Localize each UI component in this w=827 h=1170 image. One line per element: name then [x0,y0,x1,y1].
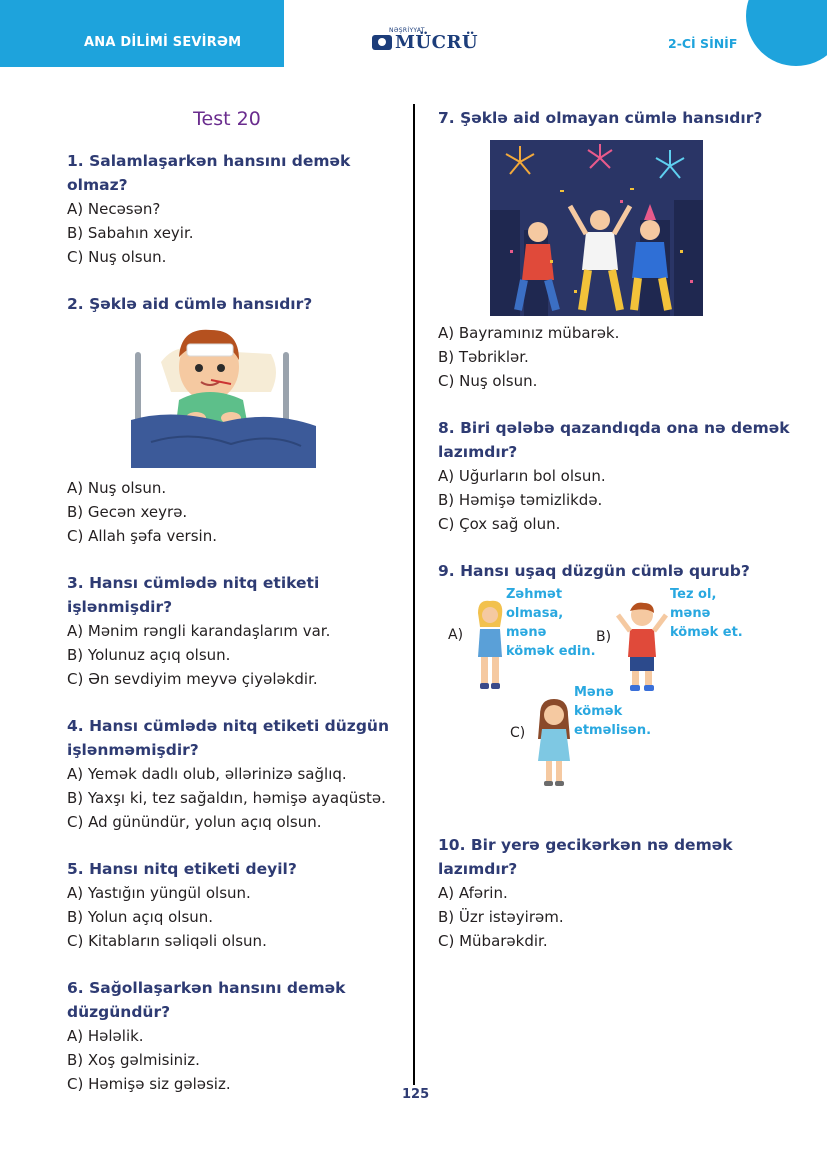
corner-decoration [746,0,827,66]
option-a: A) Hələlik. [67,1027,144,1045]
option-b: B) Üzr istəyirəm. [438,908,564,926]
option-a: A) Necəsən? [67,200,161,218]
option-a: A) Afərin. [438,884,508,902]
choice-c-label: C) [510,725,526,741]
publisher-subtitle: NƏŞRİYYAT [389,27,425,34]
question-text-line2: düzgündür? [67,1003,171,1021]
page-number: 125 [402,1087,430,1102]
question-text-line1: 10. Bir yerə gecikərkən nə demək [438,836,733,854]
publisher-name: MÜCRÜ [395,32,479,53]
publisher-logo [372,32,478,53]
question-text: 1. Salamlaşarkən hansını demək olmaz? [67,152,351,194]
girl-c-illustration [534,699,574,787]
question-text-line1: 4. Hansı cümlədə nitq etiketi düzgün [67,717,389,735]
question-text: 5. Hansı nitq etiketi deyil? [67,860,297,878]
column-divider [413,104,415,1085]
header-band [0,0,284,67]
option-a: A) Bayramınız mübarək. [438,324,620,342]
question-text-line1: 6. Sağollaşarkən hansını demək [67,979,346,997]
question-1 [67,149,402,269]
option-c: C) Allah şəfa versin. [67,527,217,545]
question-text: 3. Hansı cümlədə nitq etiketi işlənmişdir? [67,574,320,616]
camera-icon [372,35,392,50]
question-text-line2: işlənməmişdir? [67,741,199,759]
question-10 [438,833,808,953]
question-text-line1: 8. Biri qələbə qazandıqda ona nə demək [438,419,790,437]
option-a: A) Nuş olsun. [67,479,167,497]
speech-a: Zəhmət olmasa, mənə kömək edin. [506,587,596,659]
option-c: C) Həmişə siz gələsiz. [67,1075,231,1093]
question-text: 2. Şəklə aid cümlə hansıdır? [67,295,313,313]
speech-b: Tez ol, mənə kömək et. [670,587,743,640]
question-3 [67,571,402,691]
party-illustration [490,140,703,316]
option-b: B) Sabahın xeyir. [67,224,194,242]
option-c: C) Ən sevdiyim meyvə çiyələkdir. [67,670,318,688]
option-a: A) Mənim rəngli karandaşlarım var. [67,622,331,640]
option-a: A) Yastığın yüngül olsun. [67,884,251,902]
question-7 [438,106,808,393]
choice-a-label: A) [448,627,464,643]
option-c: C) Mübarəkdir. [438,932,548,950]
question-4 [67,714,402,834]
option-a: A) Yemək dadlı olub, əllərinizə sağlıq. [67,765,347,783]
sick-boy-illustration [131,322,316,468]
option-b: B) Gecən xeyrə. [67,503,188,521]
grade-label: 2-Cİ SİNİF [668,36,738,51]
option-c: C) Nuş olsun. [438,372,538,390]
question-text-line2: lazımdır? [438,443,518,461]
left-column [67,108,402,1119]
option-c: C) Nuş olsun. [67,248,167,266]
option-b: B) Yaxşı ki, tez sağaldın, həmişə ayaqüstə. [67,789,386,807]
question-2 [67,292,402,548]
option-b: B) Yolun açıq olsun. [67,908,214,926]
option-a: A) Uğurların bol olsun. [438,467,606,485]
question-6 [67,976,402,1096]
option-c: C) Ad günündür, yolun açıq olsun. [67,813,322,831]
question-text: 7. Şəklə aid olmayan cümlə hansıdır? [438,109,763,127]
option-b: B) Yolunuz açıq olsun. [67,646,231,664]
test-title: Test 20 [193,108,261,130]
question-8 [438,416,808,536]
question-9 [438,559,808,803]
children-speech-figure [438,583,808,803]
boy-b-illustration [616,601,668,693]
question-5 [67,857,402,953]
right-column [438,106,808,976]
option-c: C) Çox sağ olun. [438,515,561,533]
book-title: ANA DİLİMİ SEVİRƏM [84,35,242,50]
option-b: B) Həmişə təmizlikdə. [438,491,603,509]
option-b: B) Xoş gəlmisiniz. [67,1051,200,1069]
option-c: C) Kitabların səliqəli olsun. [67,932,267,950]
option-b: B) Təbriklər. [438,348,529,366]
girl-a-illustration [470,599,510,693]
question-text-line2: lazımdır? [438,860,518,878]
choice-b-label: B) [596,629,612,645]
speech-c: Mənə kömək etməlisən. [574,685,652,738]
question-text: 9. Hansı uşaq düzgün cümlə qurub? [438,562,750,580]
